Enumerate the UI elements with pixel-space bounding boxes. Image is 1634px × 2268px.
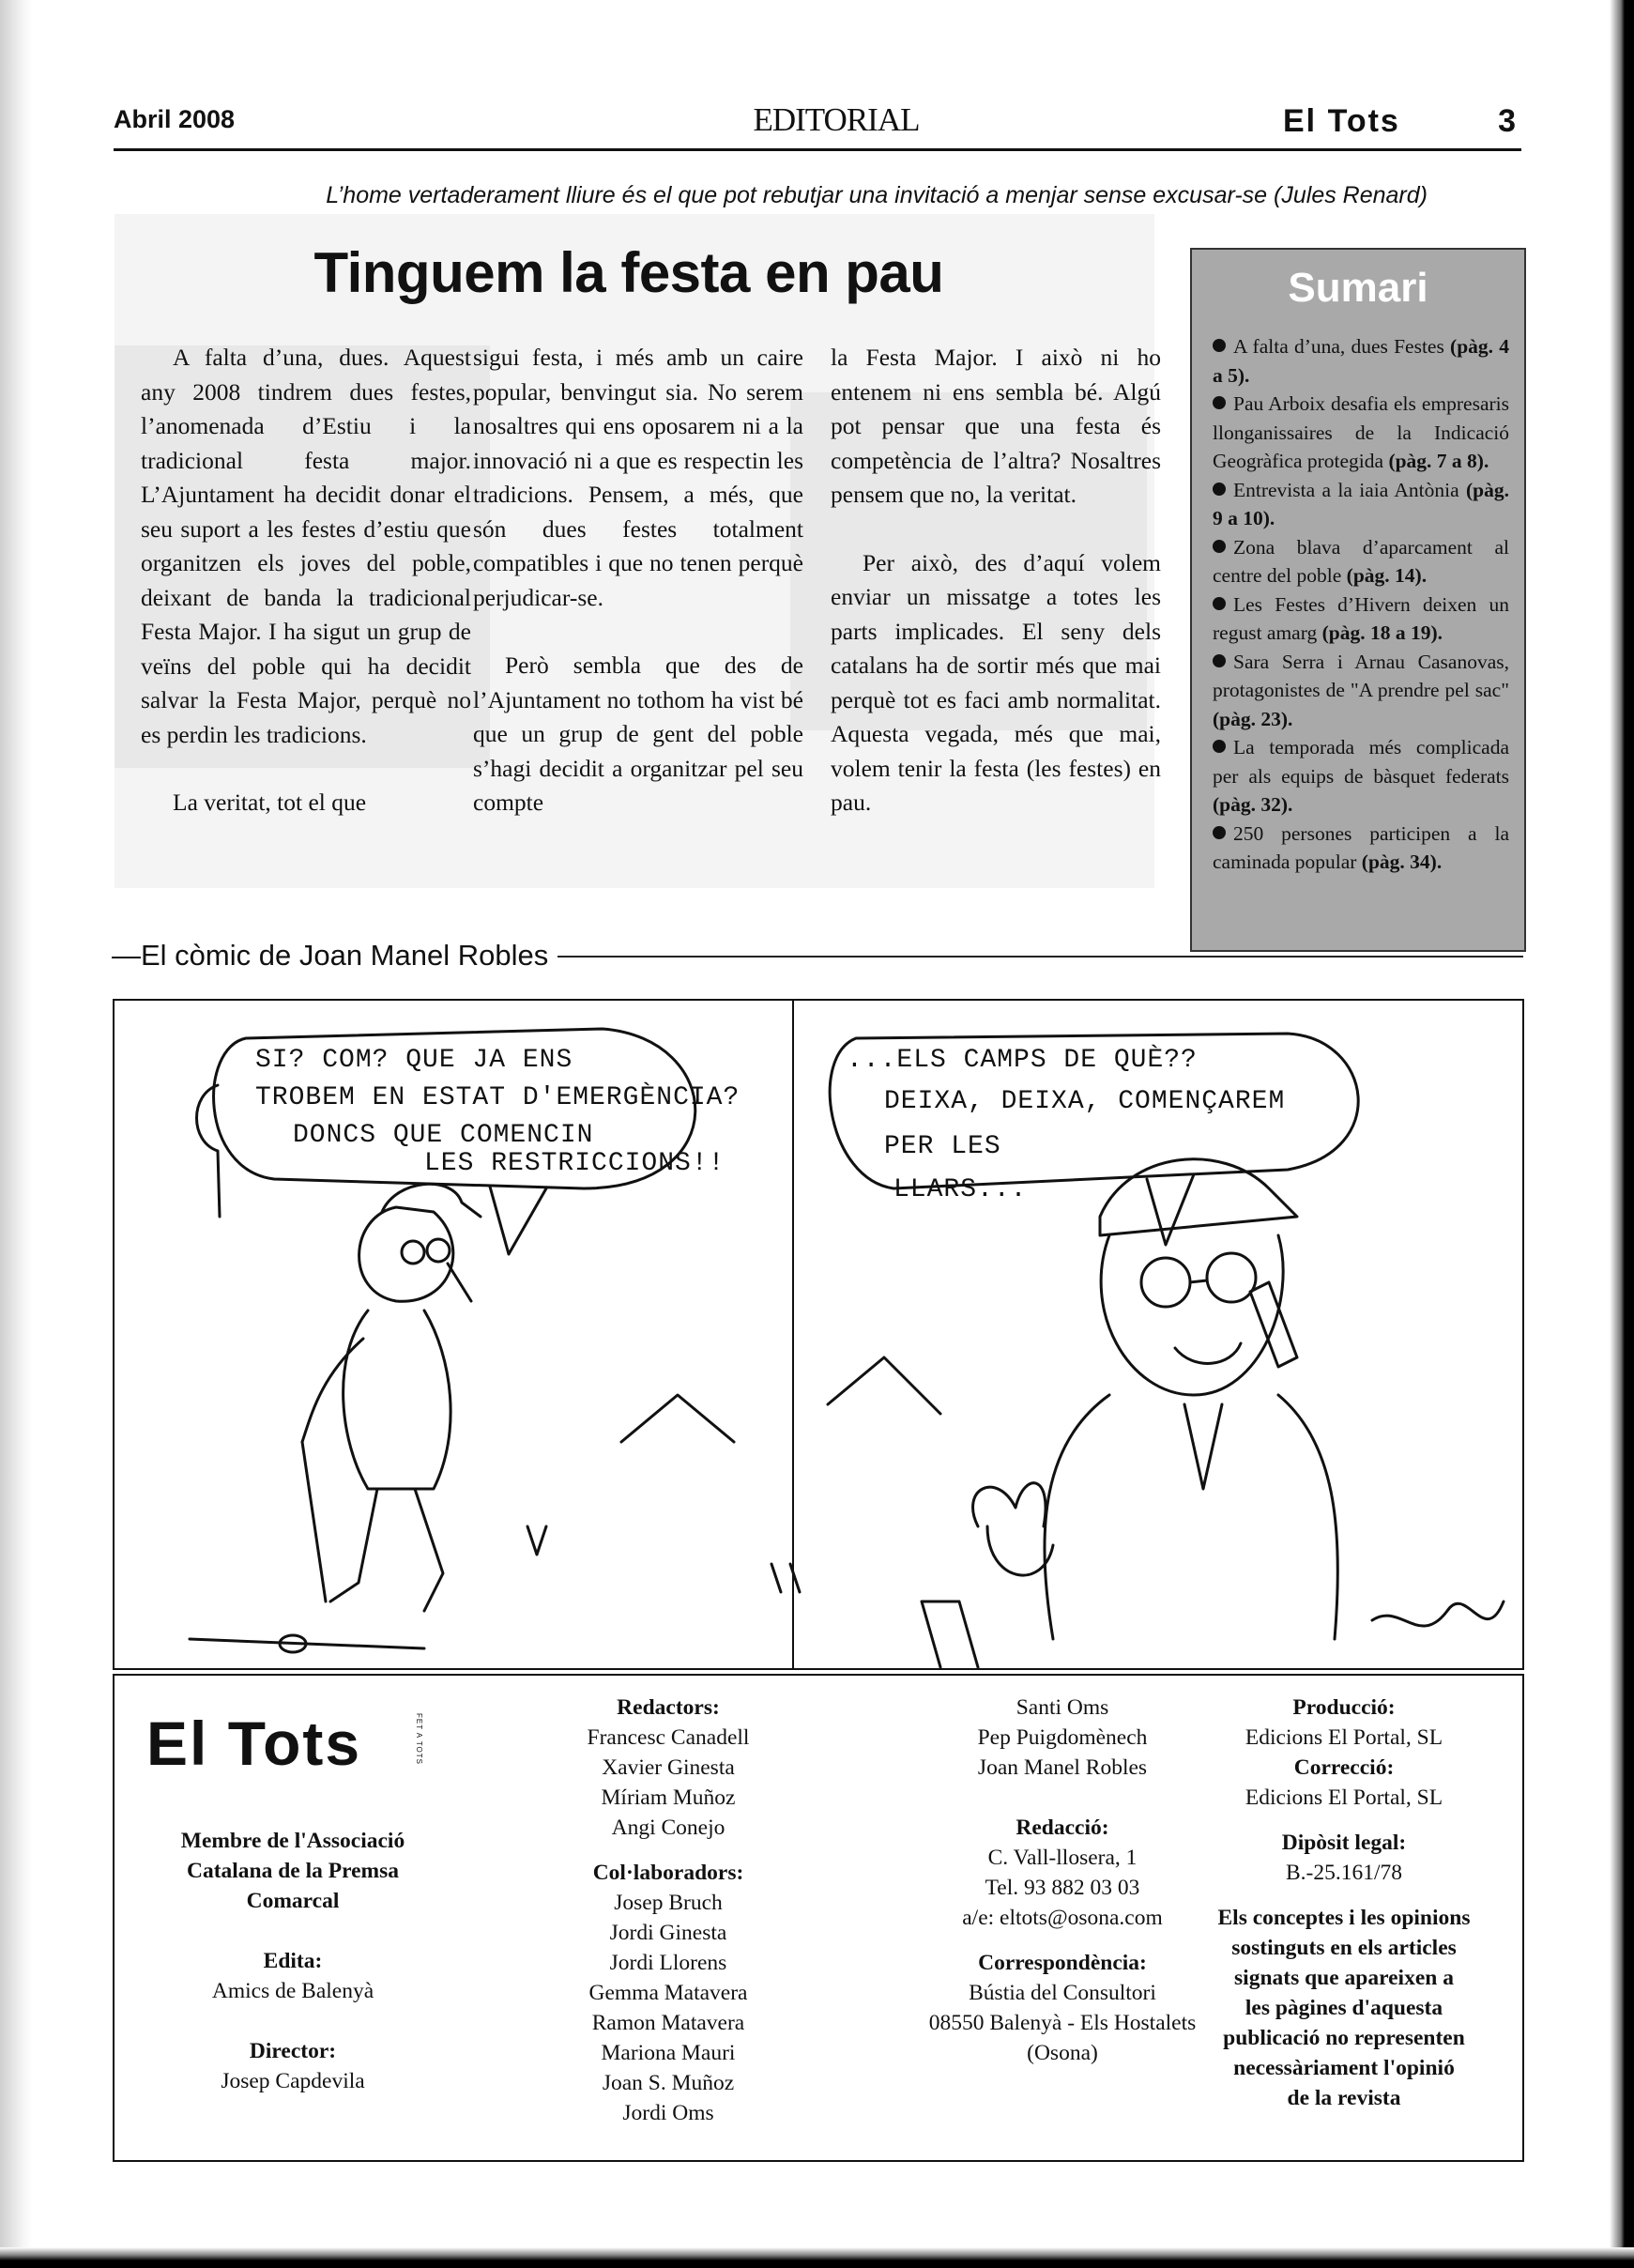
- walking-stick: [302, 1442, 326, 1601]
- disclaimer-line: necessàriament l'opinió: [1233, 2056, 1455, 2080]
- bubble-text-line: TROBEM EN ESTAT D'EMERGÈNCIA?: [255, 1083, 741, 1112]
- character-phone: [448, 1264, 471, 1301]
- membership-line: Comarcal: [246, 1889, 340, 1913]
- comic-label: —El còmic de Joan Manel Robles: [112, 939, 557, 973]
- bubble-text-line: DEIXA, DEIXA, COMENÇAREM: [884, 1087, 1286, 1116]
- logo-tagline: FET A TOTS: [415, 1713, 423, 1765]
- bullet-icon: [1213, 339, 1226, 352]
- staff-name: Jordi Llorens: [609, 1951, 727, 1975]
- correccio-value: Edicions El Portal, SL: [1245, 1785, 1443, 1810]
- editorial-paragraph: Però sembla que des de l’Ajuntament no tothom ha vist bé que un grup de gent del poble s’hagi decidit a organitzar pel seu compte: [473, 651, 803, 816]
- bottle: [922, 1601, 978, 1667]
- summary-list: [1213, 332, 1509, 877]
- bullet-icon: [1213, 826, 1226, 839]
- section-title: EDITORIAL: [753, 101, 920, 138]
- character-head: [359, 1207, 453, 1301]
- page-binding-shadow: [0, 0, 32, 2268]
- character-tie: [1184, 1404, 1222, 1489]
- summary-item: Les Festes d’Hivern deixen un regust amarg (pàg. 18 a 19).: [1213, 592, 1509, 644]
- address-line: (Osona): [1027, 2041, 1098, 2065]
- phone-line: Tel. 93 882 03 03: [985, 1876, 1140, 1900]
- summary-item: Pau Arboix desafia els empresaris llonganissaires de la Indicació Geogràfica protegida (pàg. 7 a 8).: [1213, 392, 1509, 472]
- speech-bubble-tail: [490, 1187, 546, 1254]
- bubble-text-line: DONCS QUE COMENCIN: [293, 1121, 594, 1150]
- editorial-paragraph: sigui festa, i més amb un caire popular, benvingut sia. No serem nosaltres qui ens oposarem ni a la innovació ni a que es respectin les tradicions. Pensem, a més, que són dues festes totalment compatibles i que no tenen perquè perjudicar-se.: [473, 344, 803, 611]
- publication-logo: El Tots: [146, 1709, 362, 1778]
- bubble-text-line: LLARS...: [893, 1175, 1028, 1204]
- summary-item: Entrevista a la iaia Antònia (pàg. 9 a 10).: [1213, 478, 1510, 529]
- editorial-column-2: [473, 341, 803, 854]
- correccio-label: Correcció:: [1293, 1755, 1395, 1780]
- artist-signature: [1372, 1601, 1504, 1626]
- redaccio-label: Redacció:: [1016, 1816, 1109, 1840]
- editorial-paragraph: La veritat, tot el que: [173, 789, 367, 816]
- bullet-icon: [1213, 740, 1226, 753]
- page-number: 3: [1498, 103, 1516, 139]
- address-line: Bústia del Consultori: [969, 1981, 1156, 2005]
- staff-name: Santi Oms: [1016, 1695, 1109, 1720]
- grass-marks: [527, 1526, 800, 1592]
- credits-publisher-column: [133, 1826, 452, 2096]
- bullet-icon: [1213, 540, 1226, 553]
- publication-name: El Tots: [1283, 103, 1400, 139]
- epigraph-quote: L’home vertaderament lliure és el que pot rebutjar una invitació a menjar sense excusar-se (Jules Renard): [326, 182, 1428, 208]
- produccio-value: Edicions El Portal, SL: [1245, 1725, 1443, 1750]
- credits-staff-column: [527, 1693, 809, 2128]
- staff-name: Pep Puigdomènech: [977, 1725, 1148, 1750]
- editorial-paragraph: Per això, des d’aquí volem enviar un missatge a totes les parts implicades. El seny dels catalans ha de sortir més que mai perquè tot es faci amb normalitat. Aquesta vegada, més que mai, volem tenir la festa (les festes) en pau.: [831, 548, 1161, 816]
- staff-name: Mariona Mauri: [601, 2041, 736, 2065]
- character-hand-peace: [973, 1483, 1053, 1575]
- mountains: [621, 1357, 940, 1442]
- staff-name: Ramon Matavera: [591, 2011, 745, 2035]
- address-line: C. Vall-llosera, 1: [987, 1846, 1138, 1870]
- bullet-icon: [1213, 597, 1226, 610]
- editorial-paragraph: A falta d’una, dues. Aquest any 2008 tindrem dues festes, l’anomenada d’Estiu i la tradicional festa major. L’Ajuntament ha decidit donar el seu suport a les festes d’estiu que organitzen els joves del poble, deixant de banda la tradicional Festa Major. I ha sigut un grup de veïns del poble qui ha decidit salvar la Festa Major, perquè no es perdin les tradicions.: [141, 344, 471, 748]
- page-bottom-edge: [0, 2247, 1634, 2268]
- staff-name: Francesc Canadell: [587, 1725, 750, 1750]
- email-line: a/e: eltots@osona.com: [962, 1906, 1163, 1930]
- summary-title: Sumari: [1288, 265, 1428, 311]
- bullet-icon: [1213, 654, 1226, 667]
- membership-line: Catalana de la Premsa: [186, 1859, 400, 1883]
- staff-name: Gemma Matavera: [588, 1981, 748, 2005]
- tree-sketch: [197, 1085, 221, 1217]
- correspondencia-label: Correspondència:: [978, 1951, 1147, 1975]
- staff-name: Joan Manel Robles: [977, 1755, 1148, 1780]
- summary-item: Zona blava d’aparcament al centre del poble (pàg. 14).: [1213, 535, 1509, 587]
- produccio-label: Producció:: [1292, 1695, 1396, 1720]
- edita-label: Edita:: [263, 1949, 323, 1973]
- page-header: [114, 101, 1521, 151]
- diposit-label: Dipòsit legal:: [1281, 1831, 1407, 1855]
- staff-name: Xavier Ginesta: [602, 1755, 735, 1780]
- disclaimer-line: Els conceptes i les opinions: [1217, 1906, 1471, 1930]
- character-mouth: [1175, 1343, 1241, 1363]
- character-arm: [302, 1339, 363, 1442]
- staff-name: Josep Bruch: [614, 1891, 723, 1915]
- character-legs: [330, 1489, 443, 1611]
- redactors-label: Redactors:: [617, 1695, 720, 1720]
- bubble-text-line: LES RESTRICCIONS!!: [424, 1149, 725, 1178]
- disclaimer-line: de la revista: [1287, 2086, 1401, 2110]
- editorial-paragraph: la Festa Major. I això ni ho entenem ni ens sembla bé. Algú pot pensar que una festa és competència de l’altra? Nosaltres pensem que no, la veritat.: [831, 344, 1161, 508]
- bubble-text-line: ...ELS CAMPS DE QUÈ??: [847, 1046, 1198, 1075]
- credits-legal-column: [1175, 1693, 1513, 2113]
- disclaimer-line: publicació no representen: [1223, 2026, 1465, 2050]
- bullet-icon: [1213, 483, 1226, 496]
- director-value: Josep Capdevila: [221, 2069, 365, 2093]
- character-head: [1101, 1235, 1283, 1395]
- summary-box: [1190, 248, 1526, 952]
- page-edge-shadow: [1610, 0, 1634, 2268]
- staff-name: Joan S. Muñoz: [602, 2071, 735, 2095]
- summary-item: 250 persones participen a la caminada popular (pàg. 34).: [1213, 821, 1509, 873]
- staff-name: Jordi Oms: [622, 2101, 714, 2125]
- disclaimer-line: signats que apareixen a: [1234, 1966, 1454, 1990]
- headline: Tinguem la festa en pau: [313, 241, 944, 304]
- director-label: Director:: [249, 2039, 337, 2063]
- character-body: [344, 1310, 450, 1489]
- issue-date: Abril 2008: [114, 105, 236, 133]
- bullet-icon: [1213, 396, 1226, 409]
- address-line: 08550 Balenyà - Els Hostalets: [928, 2011, 1197, 2035]
- membership-line: Membre de l'Associació: [180, 1829, 405, 1853]
- staff-name: Jordi Ginesta: [609, 1921, 727, 1945]
- disclaimer-line: sostinguts en els articles: [1231, 1936, 1457, 1960]
- bubble-text-line: SI? COM? QUE JA ENS: [255, 1046, 573, 1075]
- comic-strip: [113, 999, 1524, 1670]
- summary-item: Sara Serra i Arnau Casanovas, protagonistes de "A prendre pel sac" (pàg. 23).: [1213, 650, 1509, 730]
- character-glasses: [402, 1241, 424, 1264]
- staff-name: Míriam Muñoz: [601, 1785, 736, 1810]
- credits-box: [113, 1674, 1524, 2162]
- summary-item: La temporada més complicada per als equips de bàsquet federats (pàg. 32).: [1213, 736, 1509, 816]
- summary-item: A falta d’una, dues Festes (pàg. 4 a 5).: [1213, 335, 1509, 387]
- diposit-value: B.-25.161/78: [1285, 1861, 1403, 1885]
- editorial-column-3: [831, 341, 1161, 854]
- collaborators-label: Col·laboradors:: [592, 1861, 744, 1885]
- editorial-column-1: [141, 341, 471, 854]
- edita-value: Amics de Balenyà: [211, 1979, 374, 2003]
- staff-name: Angi Conejo: [611, 1816, 725, 1840]
- bubble-text-line: PER LES: [884, 1132, 1001, 1161]
- character-glasses: [1141, 1258, 1190, 1307]
- disclaimer-line: les pàgines d'aquesta: [1245, 1996, 1443, 2020]
